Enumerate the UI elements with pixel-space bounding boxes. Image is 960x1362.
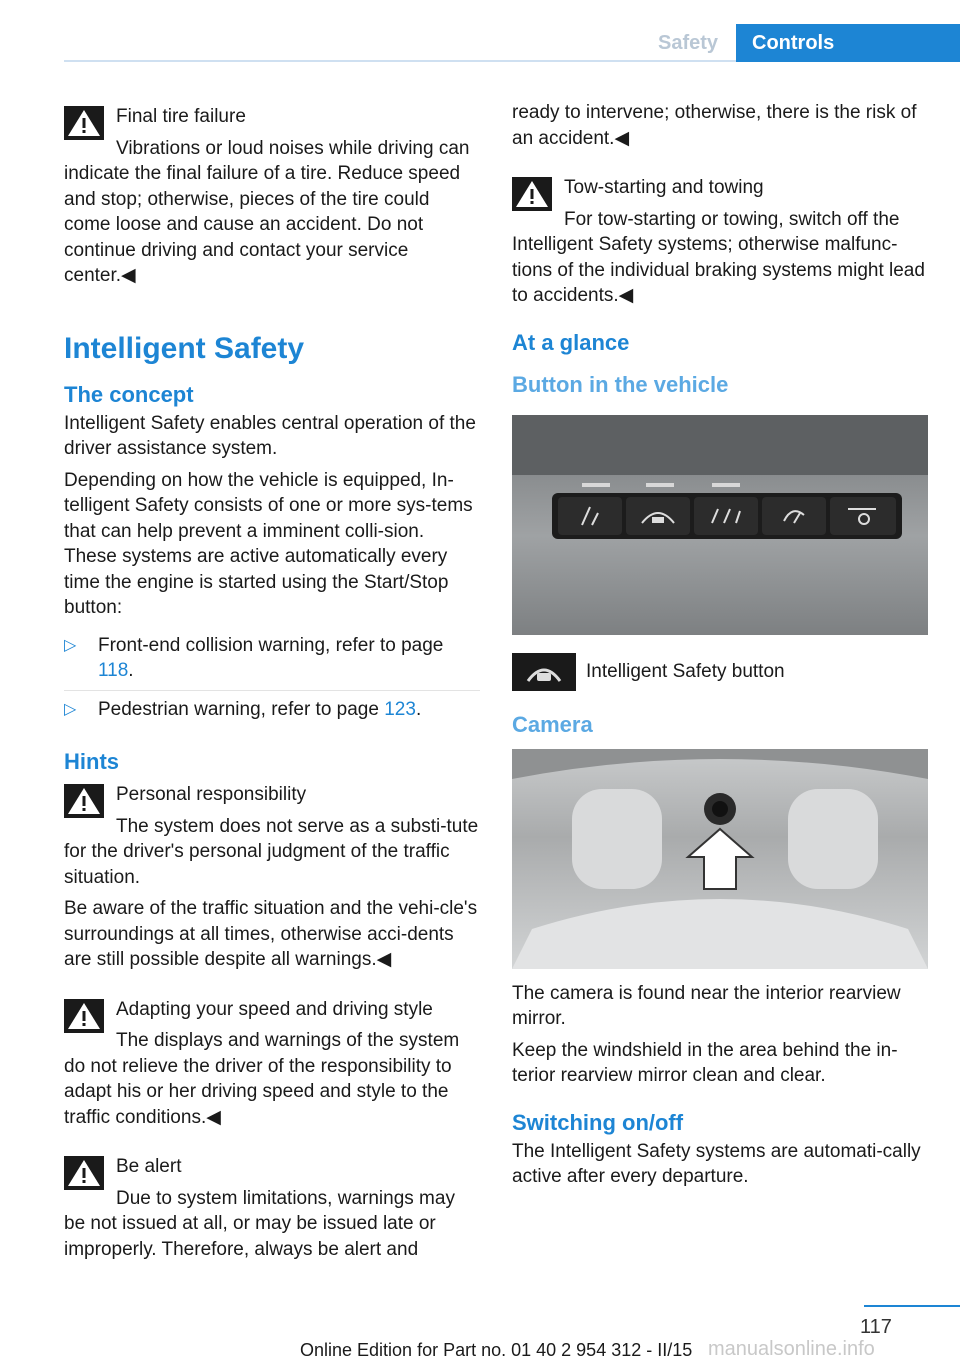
tab-controls[interactable]: Controls: [736, 24, 960, 62]
concept-paragraph-1: Intelligent Safety enables central operation of the driver assistance system.: [64, 412, 476, 459]
switching-paragraph: The Intelligent Safety systems are automati‐cally active after every departure.: [512, 1140, 921, 1187]
camera-photo: [512, 749, 928, 969]
systems-list: [64, 627, 480, 729]
warning-tow-starting: [512, 171, 928, 309]
warning-title: Personal responsibility: [116, 784, 307, 805]
right-column: [512, 100, 928, 1196]
button-panel-photo: [512, 415, 928, 635]
warning-title: Adapting your speed and driving style: [116, 998, 433, 1020]
triangle-bullet-icon: ▷: [64, 636, 77, 654]
edition-text: Online Edition for Part no. 01 40 2 954 312 - II/15: [300, 1340, 693, 1360]
at-a-glance-heading: At a glance: [512, 329, 630, 355]
warning-body: Vibrations or loud noises while driving can indicate the final failure of a tire. Reduce speed and stop; otherwise, pieces of the tire could come loose and cause an accident. Do not continue driving and contact your service center.◀: [64, 137, 470, 286]
warning-adapting-speed: [64, 993, 480, 1131]
button-in-vehicle-heading: Button in the vehicle: [512, 371, 729, 397]
warning-triangle-icon: [64, 784, 104, 818]
concept-paragraph-2: Depending on how the vehicle is equipped, In‐telligent Safety consists of one or more sys‐tems that can help prevent a imminent colli‐sion. These systems are active automatically every time the engine is started using the Start/Stop button:: [64, 469, 473, 618]
footer-rule: [864, 1305, 960, 1307]
camera-heading: Camera: [512, 711, 593, 737]
section-title: Intelligent Safety: [64, 331, 305, 365]
switching-heading: Switching on/off: [512, 1109, 684, 1135]
warning-title: Tow-starting and towing: [564, 177, 764, 198]
warning-title: Be alert: [116, 1156, 182, 1177]
hints-heading: Hints: [64, 749, 119, 774]
warning-personal-responsibility: [64, 778, 480, 973]
continued-text: ready to intervene; otherwise, there is the risk of an accident.◀: [512, 102, 917, 149]
caption-text: Intelligent Safety button: [586, 660, 785, 682]
warning-be-alert: [64, 1150, 480, 1262]
camera-paragraph-2: Keep the windshield in the area behind the in‐terior rearview mirror clean and clear.: [512, 1039, 898, 1086]
warning-triangle-icon: [512, 177, 552, 211]
warning-body: For tow-starting or towing, switch off the Intelligent Safety systems; otherwise malfunc‐tions of the individual braking systems might lead to accidents.◀: [512, 208, 925, 306]
warning-body: Due to system limitations, warnings may be not issued at all, or may be issued late or improperly. Therefore, always be alert and: [64, 1187, 455, 1260]
warning-triangle-icon: [64, 1156, 104, 1190]
warning-final-tire-failure: [64, 100, 480, 289]
list-item: ▷ Pedestrian warning, refer to page 123.: [64, 691, 480, 729]
warning-body: The system does not serve as a substi‐tute for the driver's personal judgment of the traffic situation.: [64, 815, 479, 888]
button-caption: [512, 653, 928, 691]
warning-title: Final tire failure: [116, 106, 246, 127]
warning-body: The displays and warnings of the system do not relieve the driver of the responsibility to adapt his or her driving speed and style to the traffic conditions.◀: [64, 1030, 460, 1128]
warning-triangle-icon: [64, 106, 104, 140]
camera-paragraph-1: The camera is found near the interior rearview mirror.: [512, 982, 901, 1029]
triangle-bullet-icon: ▷: [64, 700, 77, 718]
page-link-118[interactable]: 118: [98, 660, 129, 681]
concept-heading: The concept: [64, 381, 194, 407]
left-column: [64, 100, 480, 1282]
warning-triangle-icon: [64, 999, 104, 1033]
watermark: manualsonline.info: [708, 1338, 875, 1360]
page-number: 117: [860, 1316, 892, 1338]
page-link-123[interactable]: 123: [384, 698, 416, 720]
tab-safety[interactable]: Safety: [657, 32, 719, 54]
list-item: ▷ Front-end collision warning, refer to page 118.: [64, 627, 480, 691]
intelligent-safety-icon: [512, 653, 576, 691]
warning-body-2: Be aware of the traffic situation and the vehi‐cle's surroundings at all times, otherwise acci‐dents are still possible despite all warnings.◀: [64, 898, 478, 970]
